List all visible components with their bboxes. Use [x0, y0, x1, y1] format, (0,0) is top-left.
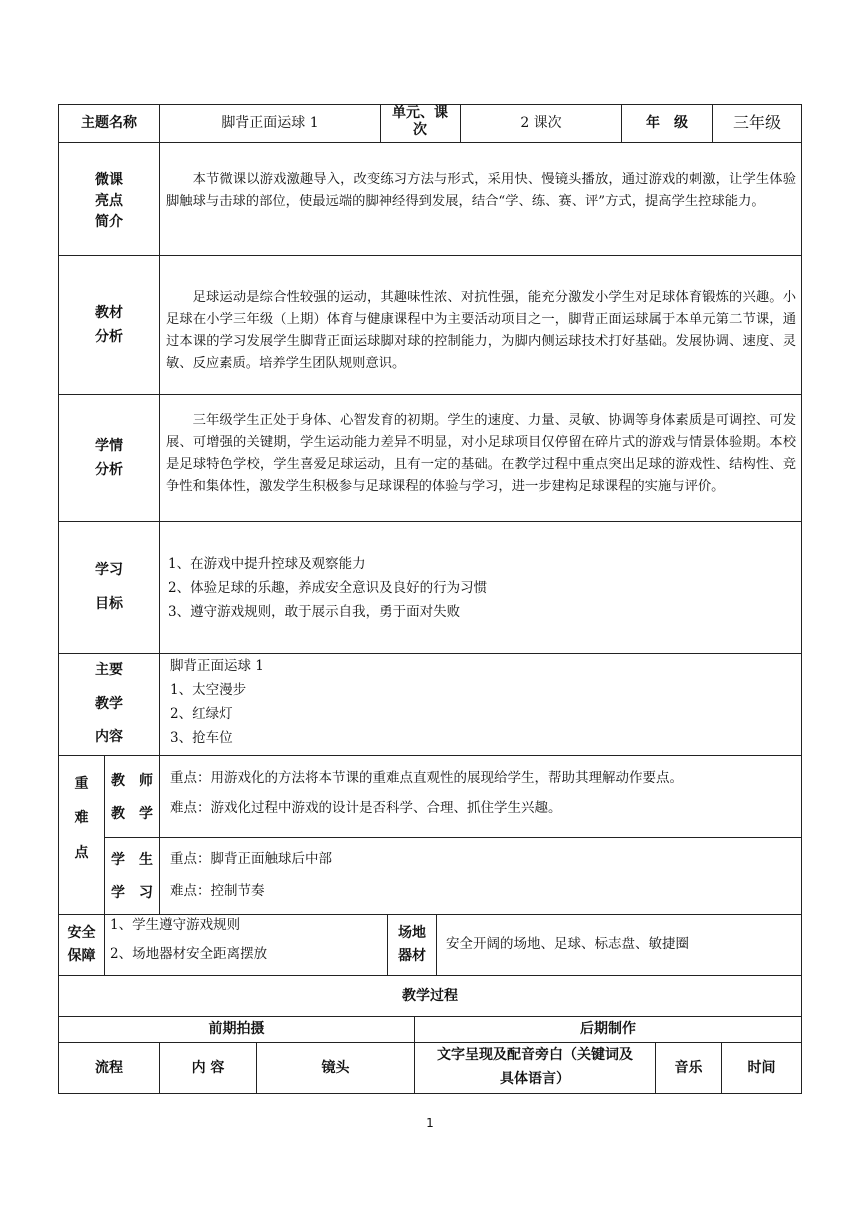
venue-label-2: 器材	[398, 948, 426, 964]
teacher-diff: 难点：游戏化过程中游戏的设计是否科学、合理、抓住学生兴趣。	[170, 800, 562, 816]
content-label-2: 教学	[95, 696, 123, 712]
unit-label: 单元、课次	[392, 105, 448, 138]
grade-label: 年 级	[646, 115, 688, 131]
content-label-1: 主要	[95, 662, 123, 678]
goal-item: 2、体验足球的乐趣，养成安全意识及良好的行为习惯	[168, 580, 488, 596]
safety-item: 2、场地器材安全距离摆放	[110, 946, 268, 962]
topic-label: 主题名称	[81, 115, 137, 131]
goals-label-2: 目标	[95, 596, 123, 612]
keypoints-label-3: 点	[74, 845, 89, 861]
student-label-1: 学 生	[111, 852, 153, 868]
content-item: 2、红绿灯	[170, 706, 233, 722]
goal-item: 1、在游戏中提升控球及观察能力	[168, 556, 366, 572]
student-label-2: 学 习	[111, 885, 153, 901]
content-item: 1、太空漫步	[170, 682, 247, 698]
students-label: 学情分析	[95, 438, 123, 478]
teacher-key: 重点：用游戏化的方法将本节课的重难点直观性的展现给学生，帮助其理解动作要点。	[170, 770, 683, 786]
safety-label-2: 保障	[67, 948, 96, 964]
safety-label-1: 安全	[67, 925, 96, 941]
topic-value: 脚背正面运球 1	[221, 115, 319, 131]
goals-label-cell	[58, 521, 160, 654]
material-text: 足球运动是综合性较强的运动，其趣味性浓、对抗性强，能充分激发小学生对足球体育锻炼的兴趣。小足球在小学三年级（上期）体育与健康课程中为主要活动项目之一，脚背正面运球属于本单元第二节课，通过本课的学习发展学生脚背正面运球脚对球的控制能力，为脚内侧运球技术打好基础。发展协调、速度、灵敏、反应素质。培养学生团队规则意识。	[166, 290, 796, 371]
teacher-label-cell	[104, 755, 160, 838]
student-key: 重点：脚背正面触球后中部	[170, 851, 332, 867]
keypoints-label-2: 难	[74, 810, 89, 826]
content-label-3: 内容	[95, 729, 123, 745]
process-title: 教学过程	[402, 988, 458, 1004]
goal-item: 3、遵守游戏规则，敢于展示自我，勇于面对失败	[168, 604, 461, 620]
highlights-text: 本节微课以游戏激趣导入，改变练习方法与形式，采用快、慢镜头播放，通过游戏的刺激，让学生体验脚触球与击球的部位，使最远端的脚神经得到发展，结合“学、练、赛、评”方式，提高学生控球能力。	[166, 172, 796, 209]
content-title: 脚背正面运球 1	[170, 658, 264, 674]
col-text-2: 具体语言）	[500, 1071, 570, 1087]
venue-label-1: 场地	[398, 925, 426, 941]
post-label: 后期制作	[580, 1021, 636, 1037]
teacher-label-1: 教 师	[111, 773, 153, 789]
safety-item: 1、学生遵守游戏规则	[110, 917, 241, 933]
content-item: 3、抢车位	[170, 730, 233, 746]
pre-label: 前期拍摄	[208, 1021, 265, 1037]
venue-text: 安全开阔的场地、足球、标志盘、敏捷圈	[446, 936, 689, 952]
grade-value: 三年级	[732, 113, 781, 132]
students-text: 三年级学生正处于身体、心智发育的初期。学生的速度、力量、灵敏、协调等身体素质是可调控、可发展、可增强的关键期，学生运动能力差异不明显，对小足球项目仅停留在碎片式的游戏与情景体验期。本校是足球特色学校，学生喜爱足球运动，且有一定的基础。在教学过程中重点突出足球的游戏性、结构性、竞争性和集体性，激发学生积极参与足球课程的体验与学习，进一步建构足球课程的实施与评价。	[166, 413, 796, 494]
col-flow: 流程	[95, 1060, 123, 1076]
highlights-label: 微课亮点简介	[95, 172, 123, 230]
col-shot: 镜头	[321, 1060, 350, 1076]
student-diff: 难点：控制节奏	[170, 883, 265, 899]
keypoints-label-1: 重	[74, 776, 89, 792]
goals-label-1: 学习	[95, 562, 123, 578]
teacher-label-2: 教 学	[111, 806, 153, 822]
content-list	[170, 654, 790, 750]
col-music: 音乐	[674, 1060, 703, 1076]
material-label: 教材分析	[95, 305, 123, 345]
col-content: 内 容	[191, 1060, 225, 1076]
col-text-1: 文字呈现及配音旁白（关键词及	[437, 1047, 633, 1063]
unit-value: 2 课次	[520, 115, 562, 131]
page-number: 1	[426, 1116, 434, 1130]
col-time: 时间	[747, 1060, 776, 1076]
goals-list	[168, 552, 788, 624]
